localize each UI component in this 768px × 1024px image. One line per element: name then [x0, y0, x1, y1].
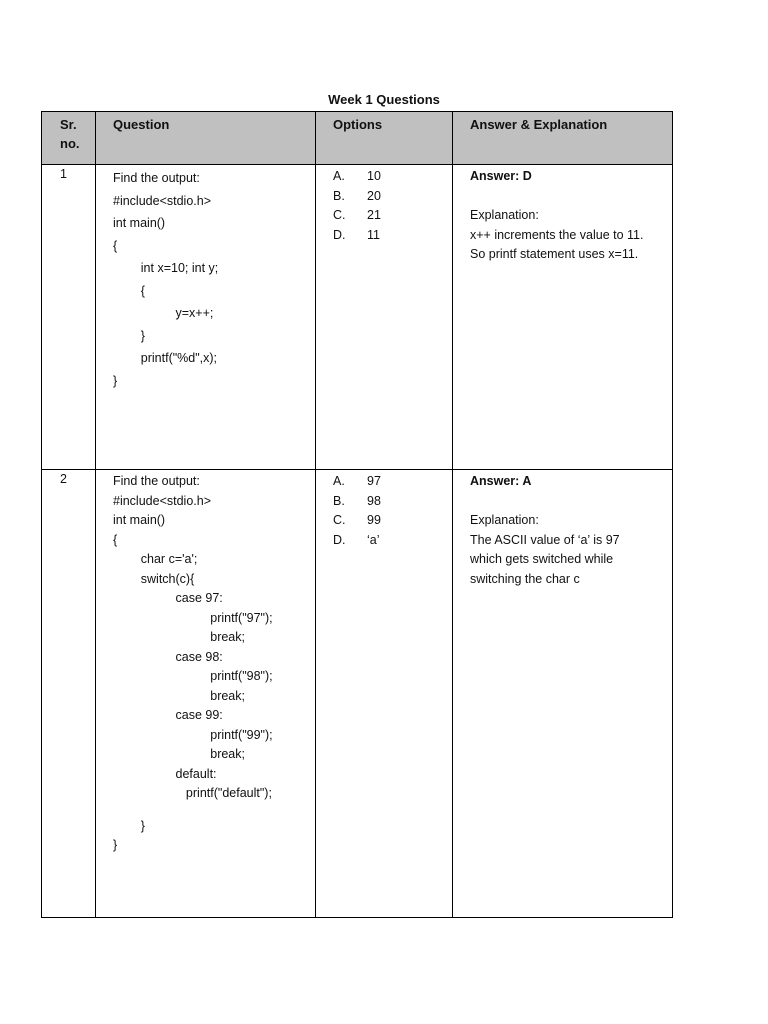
code-line: break; [113, 630, 245, 644]
table-row [42, 165, 673, 470]
code-line: char c='a'; [113, 552, 198, 566]
options-cell [316, 165, 453, 470]
option-item: C. 21 [333, 208, 381, 222]
option-item: A. 10 [333, 169, 381, 183]
option-item: B. 20 [333, 188, 381, 203]
option-item: B. 98 [333, 493, 381, 508]
header-options: Options [316, 112, 453, 165]
code-line: printf("99"); [113, 727, 273, 742]
explanation-label: Explanation: [470, 208, 539, 222]
code-line: Find the output: [113, 474, 200, 488]
questions-table [41, 111, 673, 918]
code-line: } [113, 373, 118, 388]
answer-label: Answer: A [470, 474, 532, 488]
code-line: } [113, 818, 145, 833]
code-line: { [113, 283, 145, 298]
option-item: D. ‘a’ [333, 532, 380, 547]
explanation-label: Explanation: [470, 513, 539, 527]
code-line: break; [113, 688, 245, 703]
header-row [42, 112, 673, 165]
code-line: int main() [113, 513, 166, 527]
header-sr-no [42, 112, 96, 165]
code-line: y=x++; [113, 306, 214, 320]
code-line: int x=10; int y; [113, 261, 219, 275]
sr-no-cell: 2 [42, 470, 96, 918]
explanation-line: x++ increments the value to 11. [470, 227, 644, 242]
code-line: { [113, 532, 118, 547]
code-line: { [113, 238, 118, 253]
page-title: Week 1 Questions [328, 92, 440, 107]
answer-cell [453, 470, 673, 918]
code-line: switch(c){ [113, 571, 195, 586]
code-line: printf("98"); [113, 669, 273, 683]
code-line: case 98: [113, 649, 223, 664]
option-item: C. 99 [333, 513, 381, 527]
code-line: } [113, 838, 118, 852]
code-line: int main() [113, 216, 166, 230]
code-line: printf("%d",x); [113, 351, 218, 365]
code-line [113, 804, 315, 817]
code-line: } [113, 328, 145, 343]
header-answer: Answer & Explanation [453, 112, 673, 165]
question-cell [96, 470, 316, 918]
header-sr-line-2: no. [60, 136, 80, 151]
question-cell [96, 165, 316, 470]
table-row [42, 470, 673, 918]
code-line: Find the output: [113, 171, 200, 185]
explanation-line: switching the char c [470, 571, 580, 586]
option-item: D. 11 [333, 227, 380, 242]
code-line: #include<stdio.h> [113, 493, 211, 508]
code-line: printf("97"); [113, 610, 273, 625]
sr-no-cell: 1 [42, 165, 96, 470]
answer-label: Answer: D [470, 169, 532, 183]
answer-cell [453, 165, 673, 470]
header-question: Question [96, 112, 316, 165]
header-sr-line-1: Sr. [60, 117, 77, 132]
code-line: default: [113, 766, 217, 781]
code-line: #include<stdio.h> [113, 193, 211, 208]
explanation-line: So printf statement uses x=11. [470, 247, 639, 261]
explanation-line: The ASCII value of ‘a’ is 97 [470, 532, 620, 547]
option-item: A. 97 [333, 474, 381, 488]
code-line: case 97: [113, 591, 223, 605]
code-line: case 99: [113, 708, 223, 722]
explanation-line: which gets switched while [470, 552, 614, 566]
code-line: break; [113, 747, 245, 761]
code-line: printf("default"); [113, 786, 272, 800]
options-cell [316, 470, 453, 918]
